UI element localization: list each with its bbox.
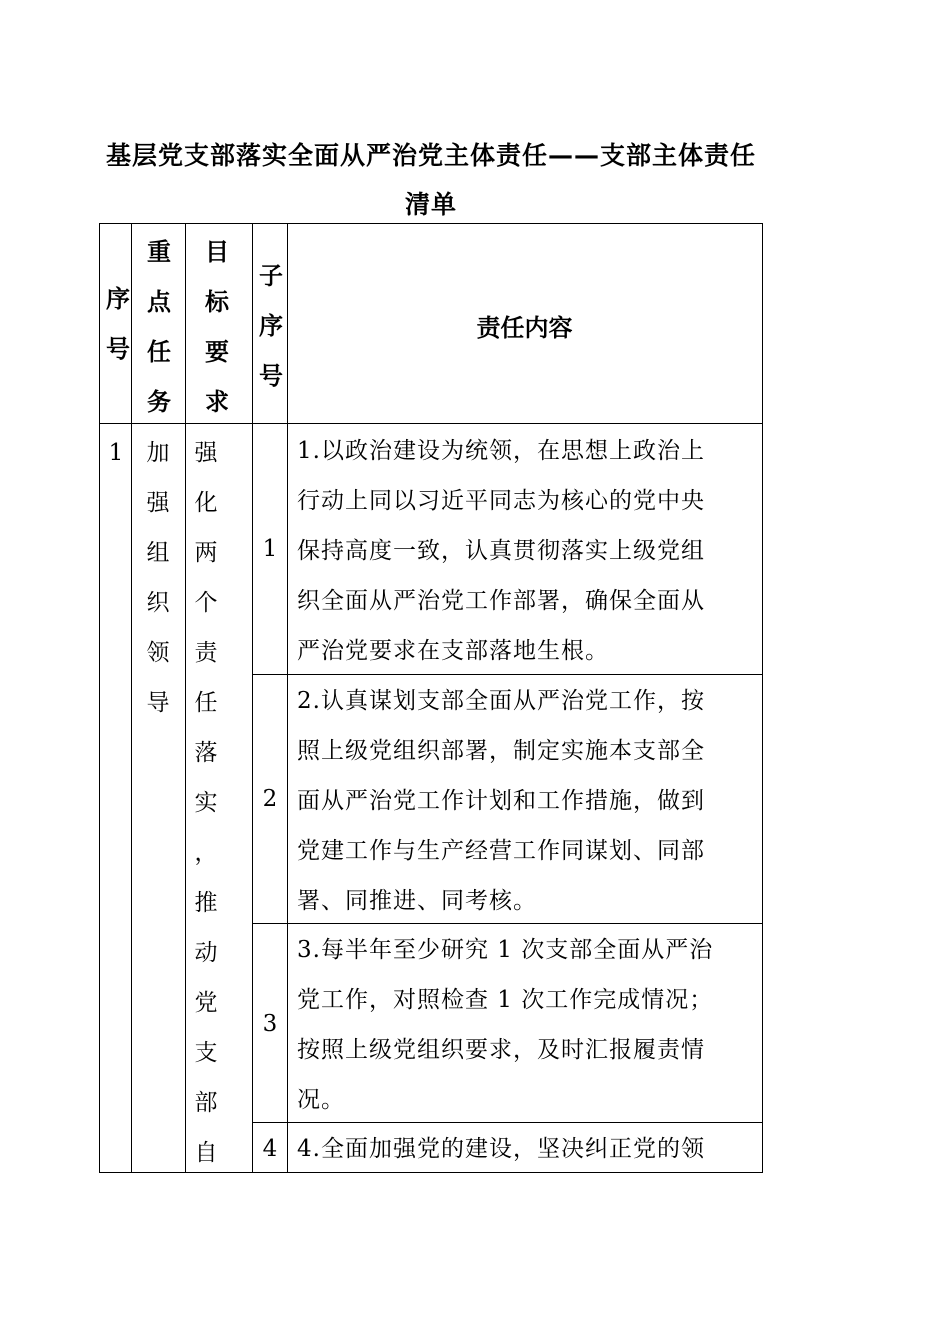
responsibility-item-1: [297, 426, 757, 676]
content-line: 保持高度一致，认真贯彻落实上级党组: [297, 538, 705, 564]
content-line: 严治党要求在支部落地生根。: [297, 638, 609, 664]
key-task-char: 强: [146, 490, 170, 516]
key-task-cell: [135, 428, 181, 728]
document-title: 基层党支部落实全面从严治党主体责任——支部主体责任: [105, 141, 756, 170]
content-line: 况。: [297, 1087, 345, 1113]
content-line: 党工作，对照检查 1 次工作完成情况；: [297, 987, 714, 1013]
target-cell: [186, 428, 226, 1178]
target-char: 部: [194, 1090, 218, 1116]
header-index-char: 序: [106, 285, 130, 313]
target-char: 党: [194, 990, 218, 1016]
key-task-char: 加: [146, 440, 170, 466]
header-sub-index: [253, 251, 289, 401]
content-line: 行动上同以习近平同志为核心的党中央: [297, 488, 705, 514]
target-char: 化: [194, 490, 218, 516]
content-line: 3.每半年至少研究 1 次支部全面从严治: [297, 937, 714, 963]
responsibility-item-3: [297, 925, 757, 1125]
header-key-task-char: 任: [147, 338, 171, 366]
sub-index-3: 3: [262, 1011, 278, 1037]
header-sub-index-char: 序: [259, 312, 283, 340]
target-char: 落: [194, 740, 218, 766]
header-target-char: 标: [205, 288, 229, 316]
header-target-char: 要: [205, 338, 229, 366]
row-index: 1: [108, 440, 124, 466]
key-task-char: 领: [146, 640, 170, 666]
header-index: [102, 274, 134, 374]
content-line: 2.认真谋划支部全面从严治党工作，按: [297, 688, 705, 714]
target-char: 推: [194, 890, 218, 916]
target-char: 责: [194, 640, 218, 666]
header-sub-index-char: 子: [259, 262, 283, 290]
target-char: 自: [194, 1140, 218, 1166]
content-line: 署、同推进、同考核。: [297, 888, 537, 914]
target-char: 支: [194, 1040, 218, 1066]
header-key-task-char: 务: [147, 388, 171, 416]
responsibility-item-4: [297, 1124, 757, 1174]
content-line: 4.全面加强党的建设，坚决纠正党的领: [297, 1136, 705, 1162]
target-char: 个: [194, 590, 218, 616]
content-line: 面从严治党工作计划和工作措施，做到: [297, 788, 705, 814]
sub-index-1: 1: [262, 536, 278, 562]
document-title-line2: 清单: [404, 190, 457, 219]
target-char: 动: [194, 940, 218, 966]
content-line: 织全面从严治党工作部署，确保全面从: [297, 588, 705, 614]
header-target: [195, 227, 239, 427]
sub-index-4: 4: [262, 1136, 278, 1162]
header-target-char: 求: [205, 388, 229, 416]
target-char: 实: [194, 790, 218, 816]
header-content: 责任内容: [476, 314, 573, 342]
header-target-char: 目: [205, 238, 229, 266]
sub-index-2: 2: [262, 786, 278, 812]
content-line: 党建工作与生产经营工作同谋划、同部: [297, 838, 705, 864]
header-key-task-char: 点: [147, 288, 171, 316]
content-line: 照上级党组织部署，制定实施本支部全: [297, 738, 705, 764]
header-key-task-char: 重: [147, 238, 171, 266]
key-task-char: 织: [146, 590, 170, 616]
header-key-task: [137, 227, 181, 427]
target-char: 两: [194, 540, 218, 566]
target-char: 强: [194, 440, 218, 466]
content-line: 1.以政治建设为统领，在思想上政治上: [297, 438, 705, 464]
key-task-char: 导: [146, 690, 170, 716]
header-index-char: 号: [106, 335, 130, 363]
responsibility-item-2: [297, 676, 757, 926]
target-char: 任: [194, 690, 218, 716]
content-line: 按照上级党组织要求，及时汇报履责情: [297, 1037, 705, 1063]
target-char: ，: [194, 840, 218, 866]
key-task-char: 组: [146, 540, 170, 566]
header-sub-index-char: 号: [259, 362, 283, 390]
